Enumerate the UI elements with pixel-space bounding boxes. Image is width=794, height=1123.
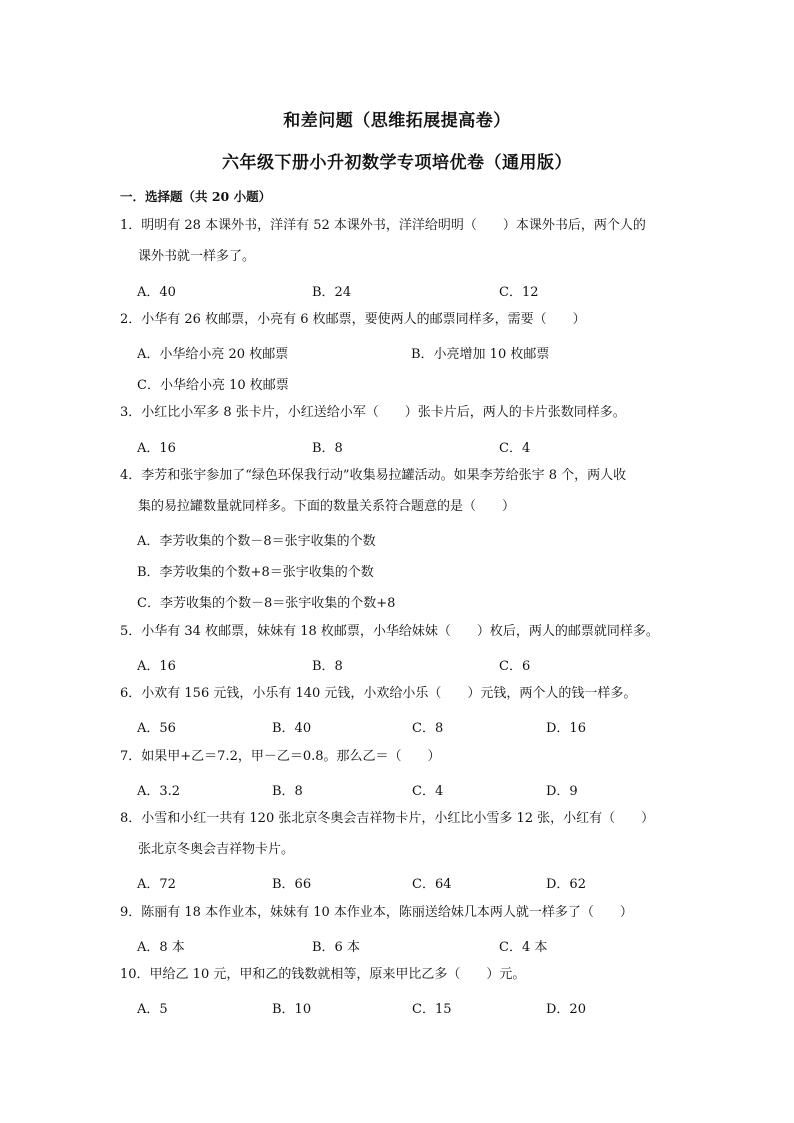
question-stem: 4．李芳和张宇参加了“绿色环保我行动”收集易拉罐活动。如果李芳给张宇 8 个，两人收 <box>120 468 627 483</box>
option-b[interactable]: B．24 <box>312 285 352 300</box>
option-c[interactable]: C．64 <box>412 877 452 892</box>
question-9 <box>120 897 695 928</box>
option-c[interactable]: C．15 <box>412 1002 452 1017</box>
question-7 <box>120 741 695 772</box>
question-stem: 8．小雪和小红一共有 120 张北京冬奥会吉祥物卡片，小红比小雪多 12 张，小红有（ ） <box>120 811 655 826</box>
question-stem: 7．如果甲+乙＝7.2，甲－乙＝0.8。那么乙＝（ ） <box>120 749 441 764</box>
option-c[interactable]: C．8 <box>412 721 444 736</box>
question-stem: 9．陈丽有 18 本作业本，妹妹有 10 本作业本，陈丽送给妹几本两人就一样多了（ ） <box>120 905 633 920</box>
question-stem-continued: 张北京冬奥会吉祥物卡片。 <box>138 842 295 857</box>
option-c[interactable]: C．6 <box>499 659 531 674</box>
option-c[interactable]: C．4 <box>412 784 444 799</box>
question-2-options-row2 <box>137 374 697 394</box>
option-a[interactable]: A．8 本 <box>137 940 185 955</box>
option-a[interactable]: A．3.2 <box>137 784 181 799</box>
question-8 <box>120 803 695 865</box>
section-heading: 一．选择题（共 20 小题） <box>120 189 272 204</box>
question-7-options <box>137 780 697 800</box>
question-stem: 5．小华有 34 枚邮票，妹妹有 18 枚邮票，小华给妹妹（ ）枚后，两人的邮票就同样多。 <box>120 624 659 639</box>
option-b[interactable]: B．李芳收集的个数+8＝张宇收集的个数 <box>137 565 374 580</box>
option-c[interactable]: C．12 <box>499 285 539 300</box>
page-title: 和差问题（思维拓展提高卷） <box>283 111 511 131</box>
option-b[interactable]: B．小亮增加 10 枚邮票 <box>411 347 550 362</box>
question-4-option-c-row <box>137 592 697 612</box>
option-d[interactable]: D．62 <box>546 877 586 892</box>
option-a[interactable]: A．小华给小亮 20 枚邮票 <box>137 347 289 362</box>
option-d[interactable]: D．9 <box>546 784 578 799</box>
question-2-options <box>137 343 697 363</box>
question-1 <box>120 210 695 272</box>
option-c[interactable]: C．4 <box>499 441 531 456</box>
question-4-option-b-row <box>137 561 697 581</box>
option-b[interactable]: B．8 <box>312 441 343 456</box>
question-2 <box>120 304 695 335</box>
question-stem: 1．明明有 28 本课外书，洋洋有 52 本课外书，洋洋给明明（ ）本课外书后，两个人的 <box>120 218 646 233</box>
option-a[interactable]: A．16 <box>137 659 176 674</box>
option-b[interactable]: B．10 <box>272 1002 312 1017</box>
question-8-options <box>137 873 697 893</box>
question-stem-continued: 课外书就一样多了。 <box>138 249 256 264</box>
question-3-options <box>137 437 697 457</box>
question-6-options <box>137 717 697 737</box>
question-9-options <box>137 936 697 956</box>
question-stem-continued: 集的易拉罐数量就同样多。下面的数量关系符合题意的是（ ） <box>138 499 516 514</box>
option-a[interactable]: A．40 <box>137 285 176 300</box>
page-subtitle: 六年级下册小升初数学专项培优卷（通用版） <box>222 153 572 173</box>
option-c[interactable]: C．4 本 <box>499 940 548 955</box>
question-6 <box>120 678 695 709</box>
option-c[interactable]: C．李芳收集的个数－8＝张宇收集的个数+8 <box>137 596 396 611</box>
option-a[interactable]: A．72 <box>137 877 176 892</box>
question-4 <box>120 460 695 522</box>
option-b[interactable]: B．8 <box>272 784 303 799</box>
option-c[interactable]: C．小华给小亮 10 枚邮票 <box>137 378 289 393</box>
question-stem: 2．小华有 26 枚邮票，小亮有 6 枚邮票，要使两人的邮票同样多，需要（ ） <box>120 312 586 327</box>
question-10 <box>120 959 695 990</box>
question-1-options <box>137 281 697 301</box>
question-5-options <box>137 655 697 675</box>
option-a[interactable]: A．16 <box>137 441 176 456</box>
question-10-options <box>137 998 697 1018</box>
option-d[interactable]: D．20 <box>546 1002 586 1017</box>
option-b[interactable]: B．6 本 <box>312 940 360 955</box>
option-a[interactable]: A．李芳收集的个数－8＝张宇收集的个数 <box>137 534 376 549</box>
question-3 <box>120 397 695 428</box>
option-b[interactable]: B．40 <box>272 721 312 736</box>
option-a[interactable]: A．5 <box>137 1002 168 1017</box>
question-5 <box>120 616 695 647</box>
option-b[interactable]: B．8 <box>312 659 343 674</box>
question-stem: 10．甲给乙 10 元，甲和乙的钱数就相等，原来甲比乙多（ ）元。 <box>120 967 526 982</box>
option-b[interactable]: B．66 <box>272 877 312 892</box>
option-d[interactable]: D．16 <box>546 721 586 736</box>
option-a[interactable]: A．56 <box>137 721 176 736</box>
question-stem: 6．小欢有 156 元钱，小乐有 140 元钱，小欢给小乐（ ）元钱，两个人的钱一样多。 <box>120 686 637 701</box>
question-4-option-a-row <box>137 530 697 550</box>
question-stem: 3．小红比小军多 8 张卡片，小红送给小军（ ）张卡片后，两人的卡片张数同样多。 <box>120 405 626 420</box>
